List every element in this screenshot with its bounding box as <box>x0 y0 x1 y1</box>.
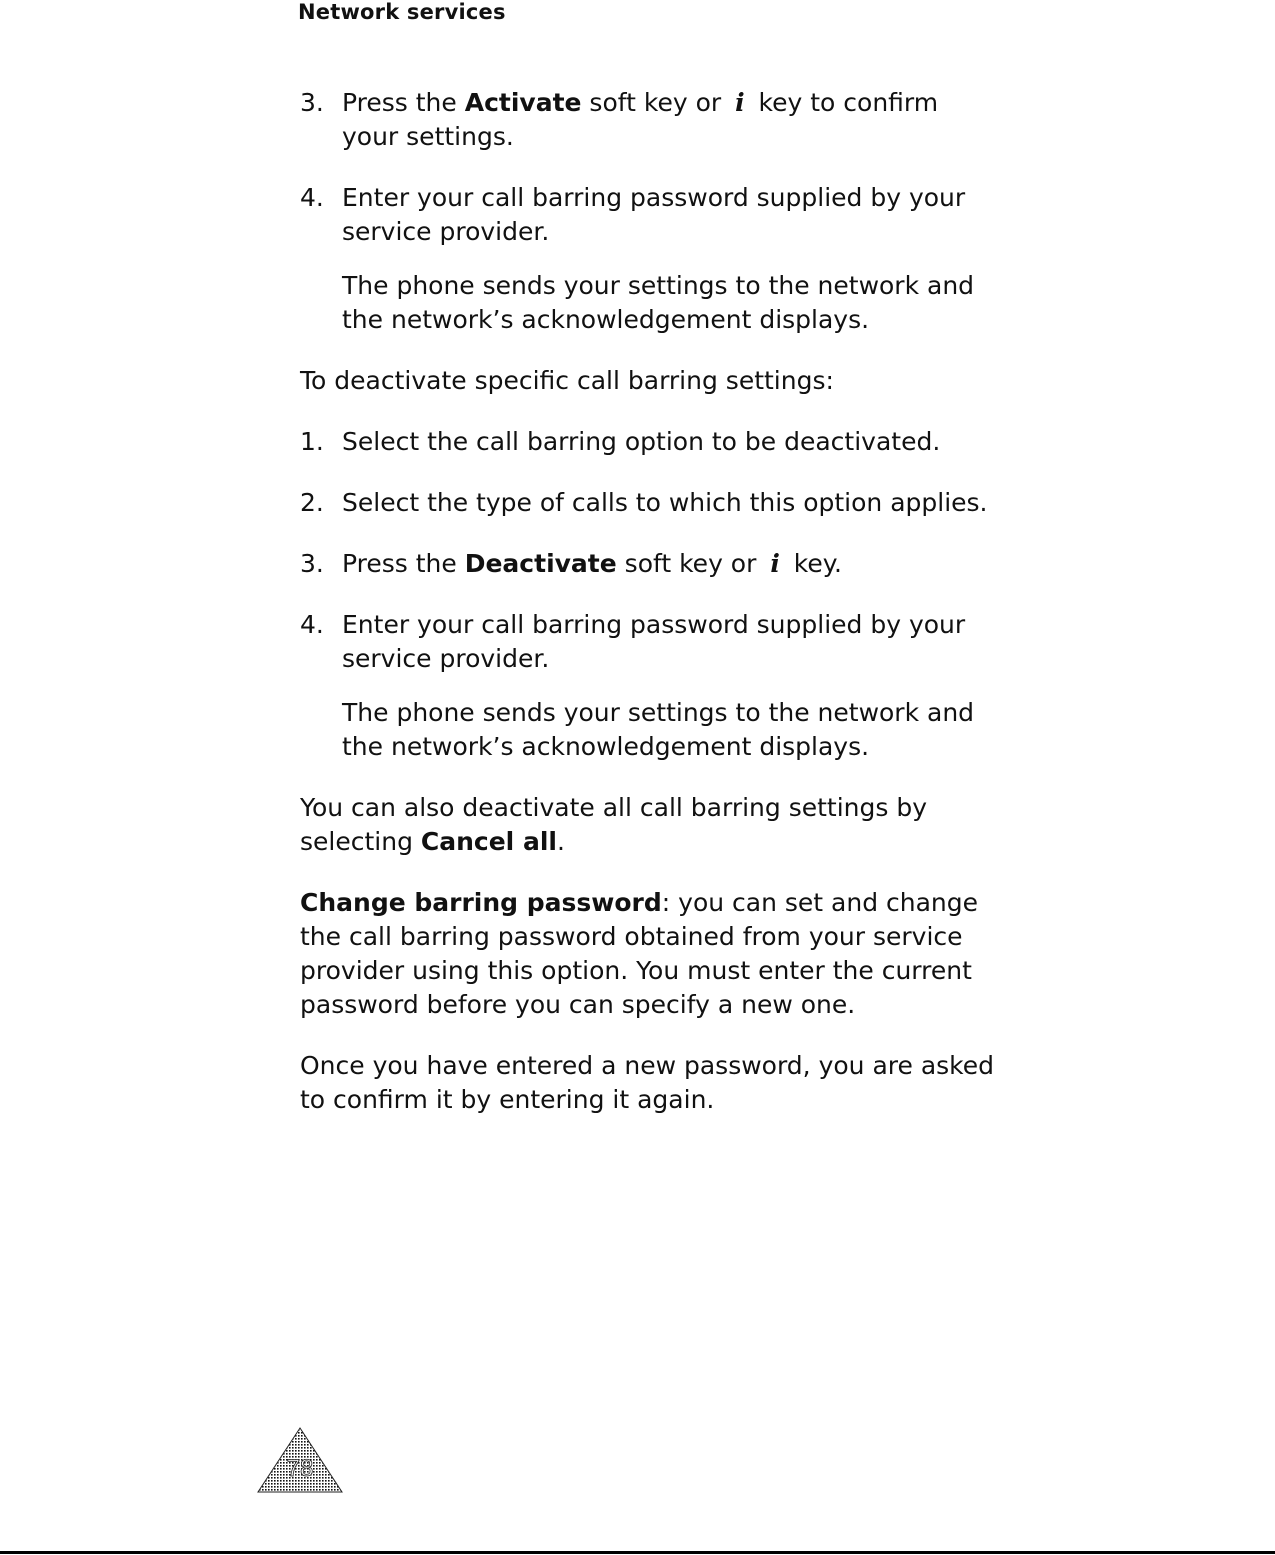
deactivate-softkey-label: Deactivate <box>464 549 617 578</box>
step-number: 1. <box>300 427 324 456</box>
step-number: 3. <box>300 88 324 117</box>
step-text: key. <box>785 549 842 578</box>
paragraph-text: : you can set and change the call barring password obtained from your service provider using this option. You must enter the current password before you can specify a new one. <box>300 888 979 1019</box>
page-number: 78 <box>286 1455 314 1482</box>
activate-step-4 <box>300 181 1000 337</box>
deactivate-step-4 <box>300 608 1000 764</box>
change-password-term: Change barring password <box>300 888 662 917</box>
step-number: 4. <box>300 183 324 212</box>
confirm-password-paragraph: Once you have entered a new password, you are asked to confirm it by entering it again. <box>300 1051 995 1114</box>
deactivate-step-1 <box>300 425 1000 459</box>
activate-softkey-label: Activate <box>464 88 582 117</box>
cancel-all-paragraph <box>300 791 1000 859</box>
page-content <box>300 86 1000 1144</box>
step-text: Select the type of calls to which this option applies. <box>342 488 988 517</box>
step-text: key to confirm your settings. <box>342 88 939 151</box>
step-note: The phone sends your settings to the network and the network’s acknowledgement displays. <box>342 271 975 334</box>
info-key-icon: i <box>735 88 745 117</box>
deactivate-intro: To deactivate specific call barring settings: <box>300 366 834 395</box>
paragraph-text: You can also deactivate all call barring settings by selecting <box>300 793 928 856</box>
step-text: Press the <box>342 88 465 117</box>
step-number: 3. <box>300 549 324 578</box>
change-password-paragraph <box>300 886 1000 1022</box>
step-text: Press the <box>342 549 465 578</box>
step-text: soft key or <box>581 88 730 117</box>
bottom-rule <box>0 1551 1275 1554</box>
section-header: Network services <box>298 0 506 24</box>
cancel-all-label: Cancel all <box>420 827 557 856</box>
info-key-icon: i <box>770 549 780 578</box>
step-text: soft key or <box>616 549 765 578</box>
step-text: Enter your call barring password supplied by your service provider. <box>342 183 966 246</box>
step-number: 4. <box>300 610 324 639</box>
activate-step-3 <box>300 86 1000 154</box>
step-note: The phone sends your settings to the network and the network’s acknowledgement displays. <box>342 698 975 761</box>
step-text: Select the call barring option to be deactivated. <box>342 427 941 456</box>
deactivate-step-2 <box>300 486 1000 520</box>
paragraph-text: . <box>556 827 565 856</box>
step-number: 2. <box>300 488 324 517</box>
step-text: Enter your call barring password supplied by your service provider. <box>342 610 966 673</box>
deactivate-step-3 <box>300 547 1000 581</box>
page-number-triangle-icon <box>256 1426 344 1494</box>
